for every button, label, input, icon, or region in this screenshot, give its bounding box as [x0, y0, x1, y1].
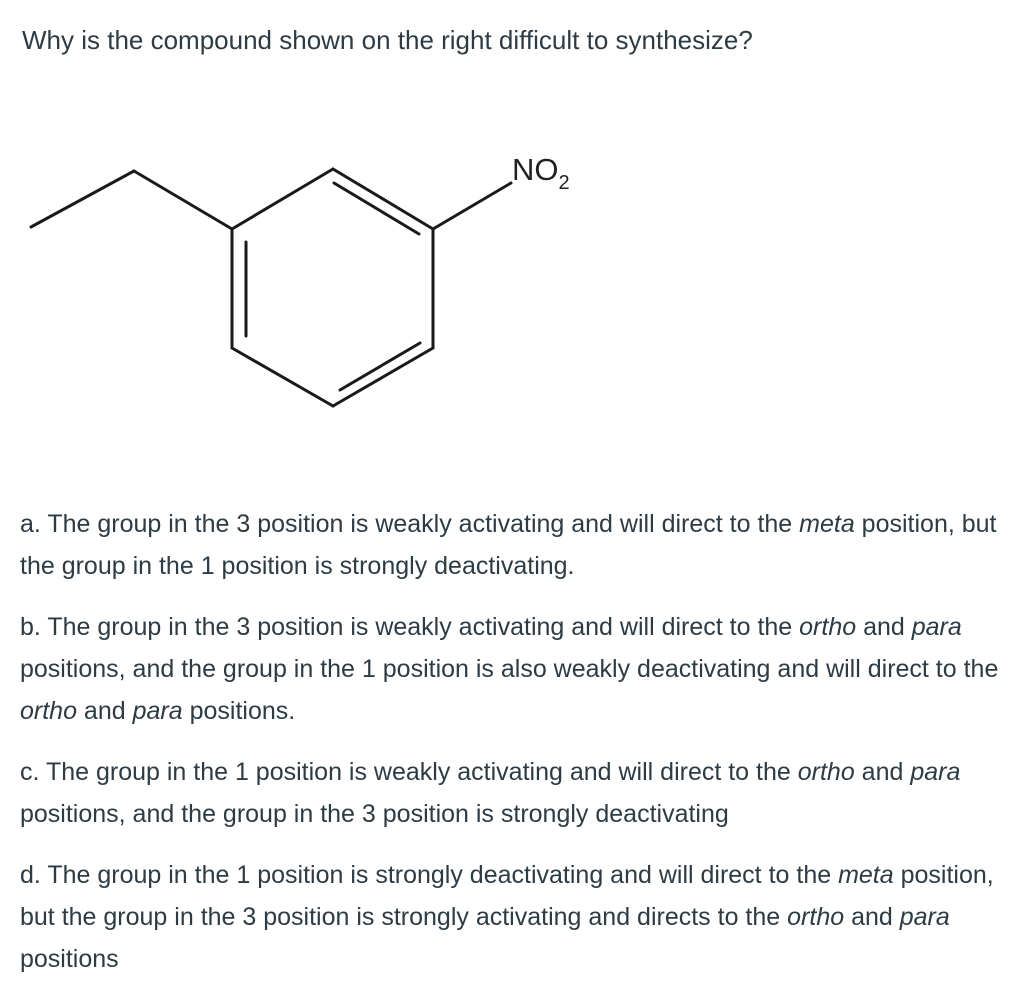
answer-option-a[interactable]: a. The group in the 3 position is weakly activating and will direct to the meta position, but the group in the 1 position is strongly deactivating.	[20, 510, 997, 580]
answer-option-b[interactable]: b. The group in the 3 position is weakly activating and will direct to the ortho and para positions, and the group in the 1 position is also weakly deactivating and will direct to the ortho and para positions.	[20, 613, 999, 725]
ethyl-bond-1	[31, 171, 134, 227]
nitro-label-text: NO	[512, 152, 559, 187]
ring-bond-bottom-left	[232, 348, 333, 406]
ring-bond-top-left	[232, 169, 333, 229]
answer-option-d[interactable]: d. The group in the 1 position is strongly deactivating and will direct to the meta position, but the group in the 3 position is strongly activating and directs to the ortho and para positions	[20, 861, 994, 973]
ring-double-bond-bottom	[340, 343, 420, 390]
answer-option-c[interactable]: c. The group in the 1 position is weakly activating and will direct to the ortho and para positions, and the group in the 3 position is strongly deactivating	[20, 758, 961, 828]
ring-bond-top-right	[333, 169, 433, 229]
nitro-group-label	[512, 150, 570, 194]
ring-bond-bottom-right	[333, 348, 433, 406]
ring-double-bond-top	[334, 183, 419, 234]
answer-options	[20, 503, 1010, 999]
question-text: Why is the compound shown on the right difficult to synthesize?	[22, 25, 753, 55]
nitro-bond	[433, 183, 511, 229]
ethyl-bond-2	[134, 171, 232, 229]
nitro-label-subscript: 2	[558, 172, 570, 194]
